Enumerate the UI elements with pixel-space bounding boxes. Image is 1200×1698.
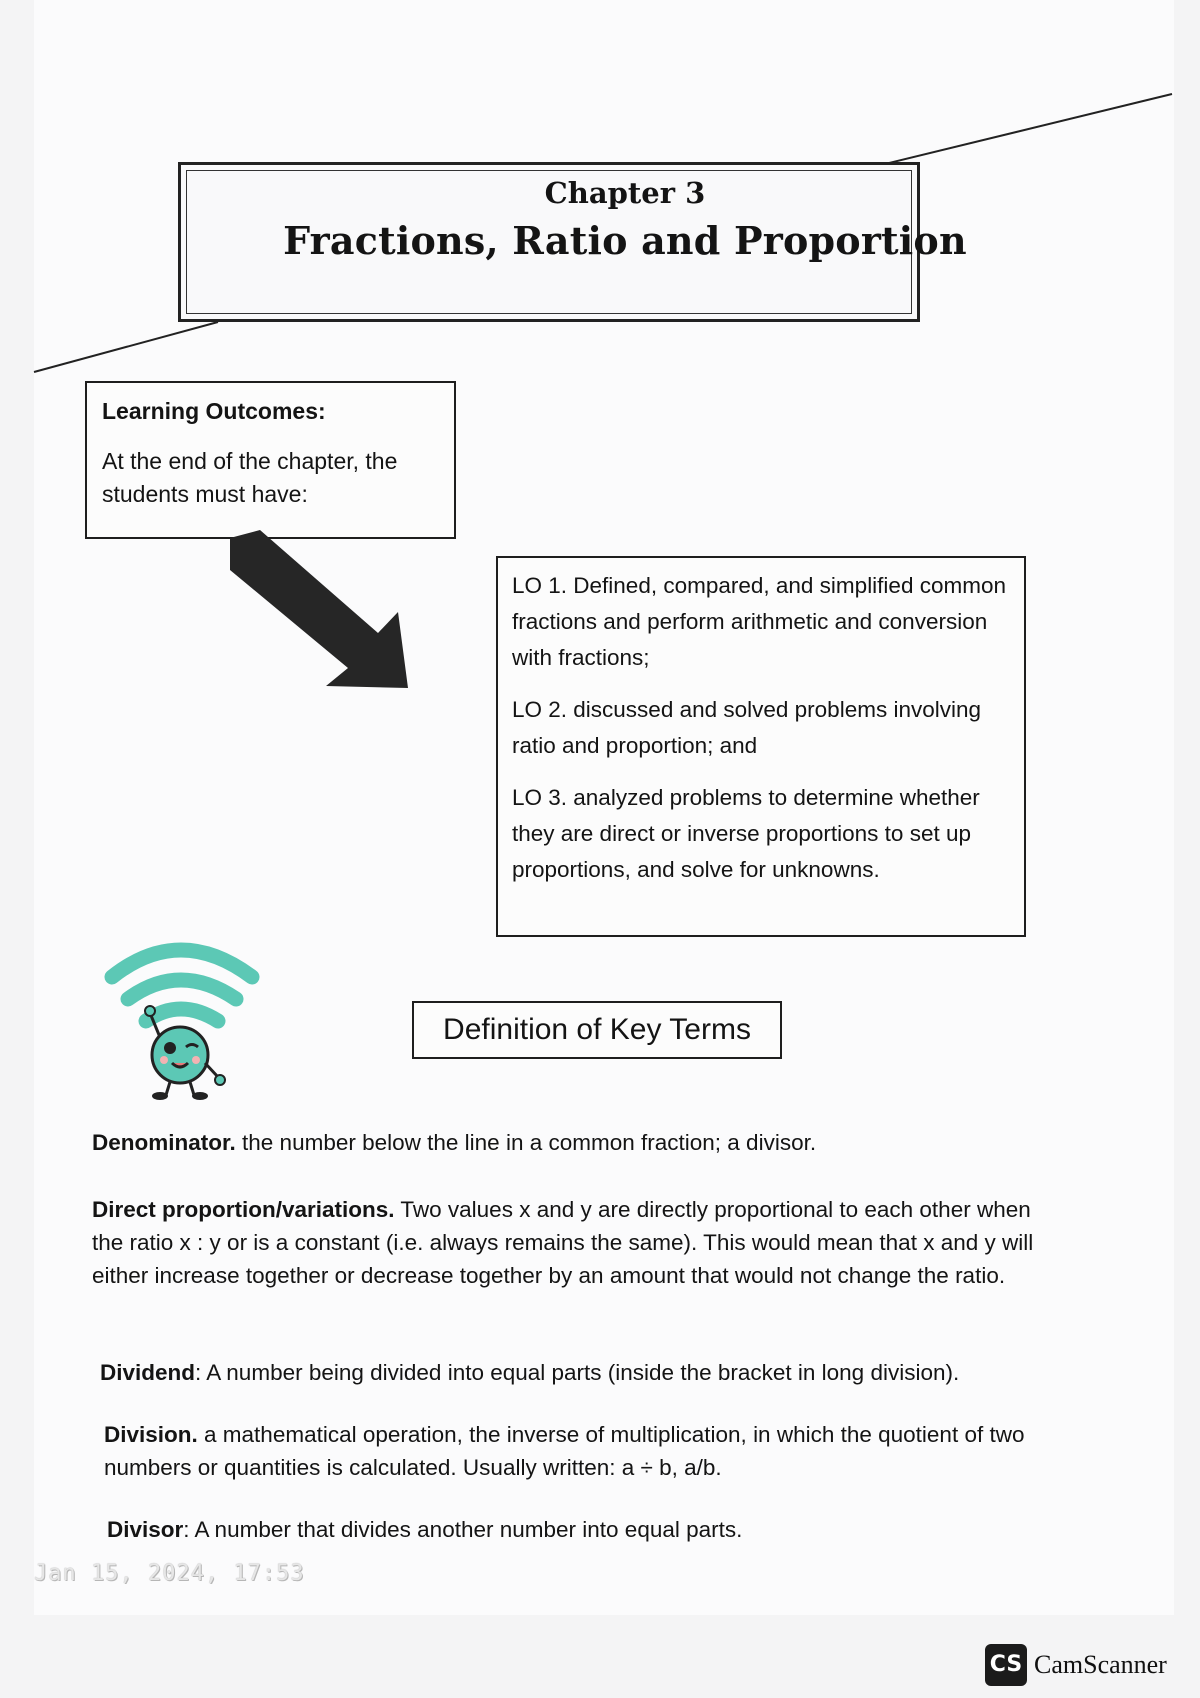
learning-outcomes-heading: Learning Outcomes: — [102, 398, 326, 424]
learning-outcome-item: LO 2. discussed and solved problems involving ratio and proportion; and — [512, 697, 982, 758]
term-dividend — [100, 1356, 1070, 1389]
term-name: Divisor — [107, 1517, 184, 1542]
chapter-title: Fractions, Ratio and Proportion — [283, 218, 967, 263]
term-name: Direct proportion/variations. — [92, 1197, 395, 1222]
camscanner-name: CamScanner — [1034, 1650, 1167, 1679]
term-division — [104, 1418, 1066, 1484]
learning-outcome-item: LO 3. analyzed problems to determine whether they are direct or inverse proportions to set up proportions, and solve for unknowns. — [512, 785, 980, 882]
term-definition: a mathematical operation, the inverse of multiplication, in which the quotient of two numbers or quantities is calculated. Usually written: a ÷ b, a/b. — [104, 1422, 1025, 1480]
term-definition: Two values x and y are directly proportional to each other when the ratio x : y or is a constant (i.e. always remains the same). This would mean that x and y will either increase together or decrease together by an amount that would not change the ratio. — [92, 1197, 1034, 1288]
term-divisor — [107, 1513, 1077, 1546]
learning-outcomes-box — [85, 381, 456, 539]
term-definition: the number below the line in a common fraction; a divisor. — [235, 1130, 817, 1155]
scan-timestamp: Jan 15, 2024, 17:53 — [34, 1561, 305, 1586]
term-definition: : A number that divides another number into equal parts. — [183, 1517, 743, 1542]
learning-outcomes-list — [496, 556, 1026, 937]
key-terms-heading: Definition of Key Terms — [412, 1001, 782, 1059]
term-denominator — [92, 1126, 1062, 1159]
learning-outcomes-intro: At the end of the chapter, the students must have: — [102, 448, 398, 507]
term-direct-proportion — [92, 1193, 1062, 1292]
term-name: Dividend — [100, 1360, 196, 1385]
learning-outcome-item: LO 1. Defined, compared, and simplified common fractions and perform arithmetic and conversion with fractions; — [512, 573, 1006, 670]
chapter-label: Chapter 3 — [544, 176, 706, 210]
arrow-down-right-icon — [230, 530, 450, 700]
wifi-mascot-icon — [100, 935, 270, 1100]
term-definition: : A number being divided into equal parts (inside the bracket in long division). — [195, 1360, 960, 1385]
term-name: Division. — [104, 1422, 198, 1447]
term-name: Denominator. — [92, 1130, 236, 1155]
camscanner-logo: CS — [985, 1644, 1027, 1686]
